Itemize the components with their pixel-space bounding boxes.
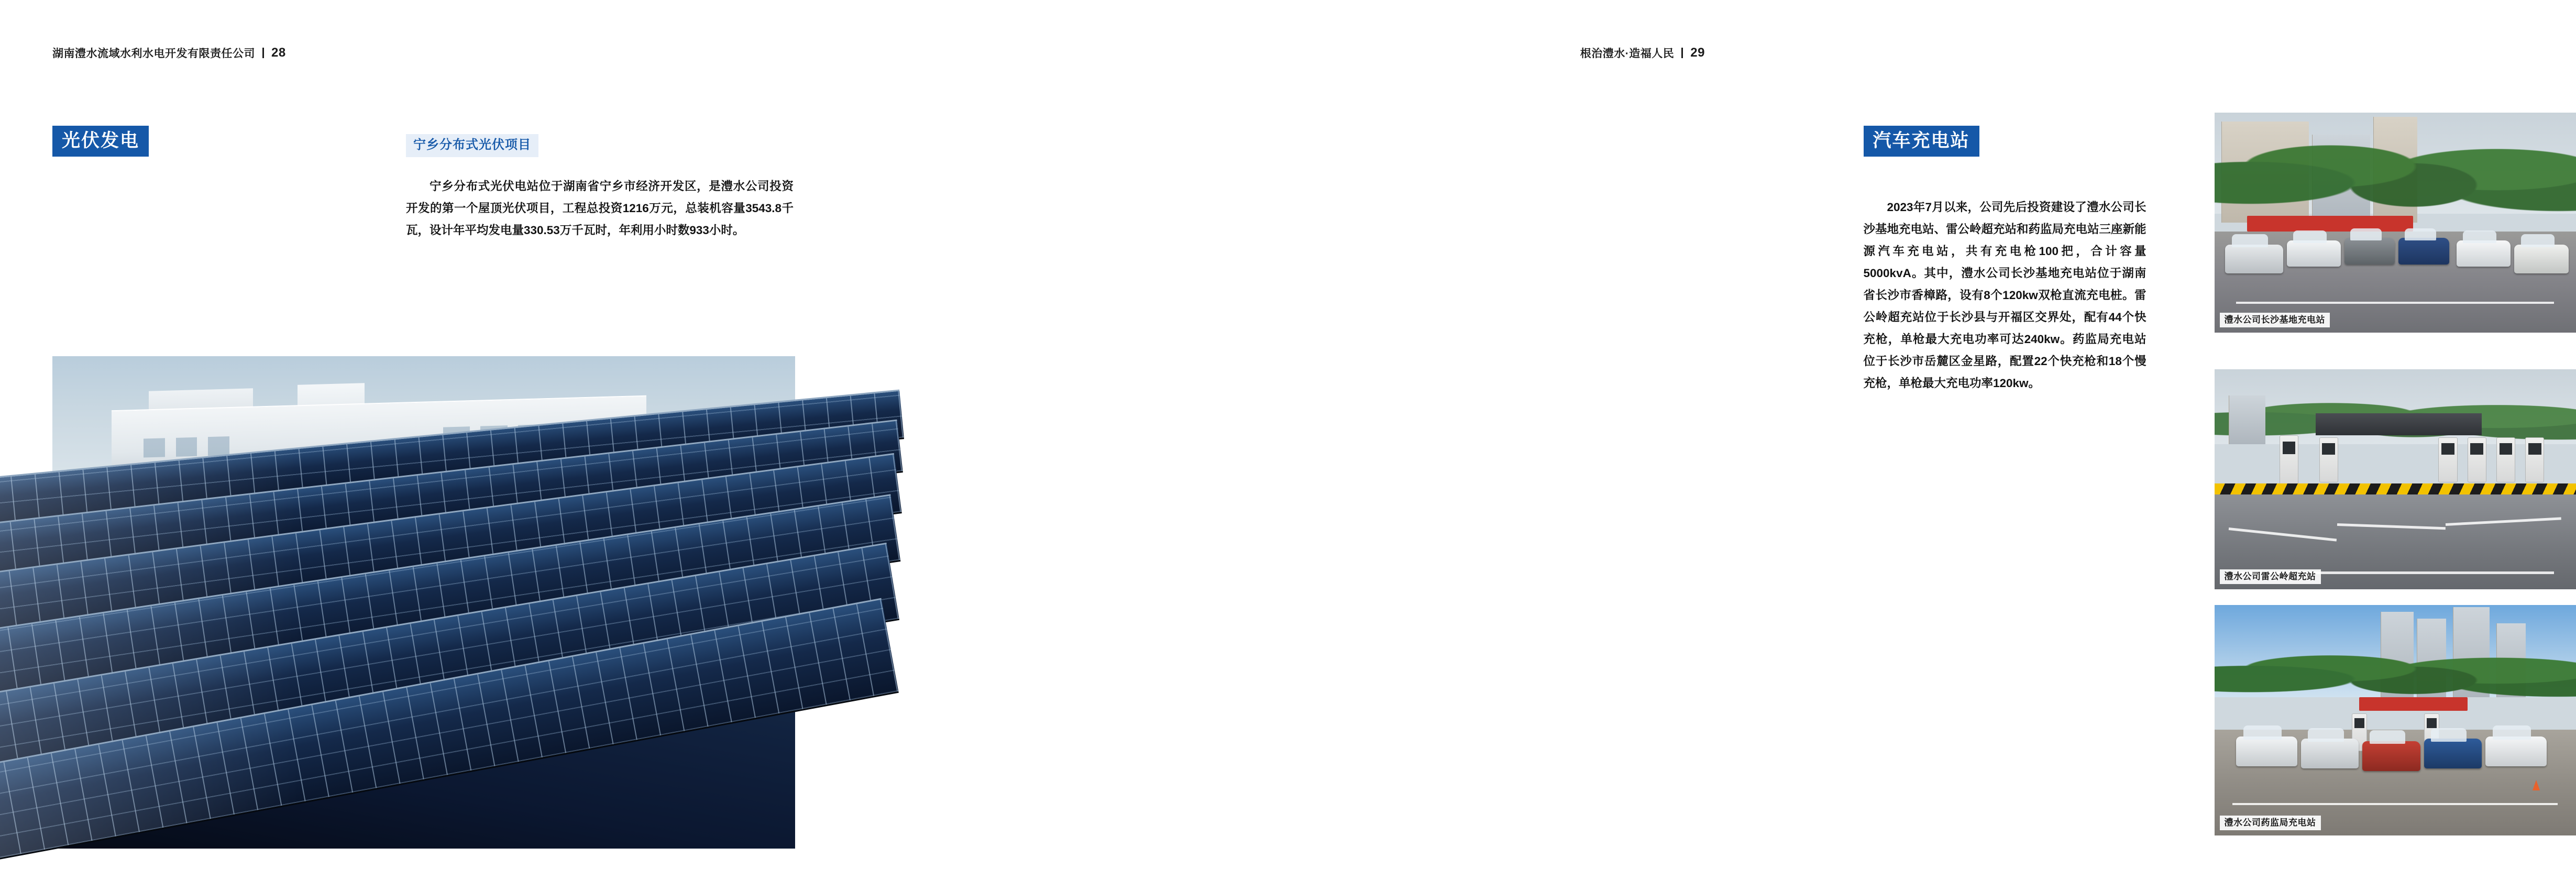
running-head-right-text: 根治澧水·造福人民	[1580, 48, 1675, 60]
body-text-photovoltaic: 宁乡分布式光伏电站位于湖南省宁乡市经济开发区，是澧水公司投资开发的第一个屋顶光伏项目，工程总投资1216万元，总装机容量3543.8千瓦，设计年平均发电量330.53万千瓦时，年利用小时数933小时。	[406, 180, 794, 237]
photo3-traffic-cone	[2533, 780, 2540, 790]
section-title-photovoltaic: 光伏发电	[52, 126, 149, 157]
photo-drug-administration-charging-station	[2215, 605, 2576, 835]
running-head-left-text: 湖南澧水流域水利水电开发有限责任公司	[52, 48, 255, 60]
photo2-charger-post-1	[2280, 435, 2299, 485]
photo-solar-panel-field	[52, 489, 795, 849]
photo3-caption: 澧水公司药监局充电站	[2220, 816, 2321, 830]
photo2-charger-post-6	[2525, 437, 2545, 482]
photo2-charger-post-5	[2496, 437, 2516, 482]
photo2-caption: 澧水公司雷公岭超充站	[2220, 569, 2321, 584]
photo3-red-banner	[2359, 697, 2468, 711]
running-head-left	[52, 45, 286, 61]
running-head-divider-right	[1681, 48, 1683, 58]
running-head-right	[1580, 45, 1705, 61]
section-title-ev-charging-station: 汽车充电站	[1864, 126, 1979, 157]
subsection-title-ningxiang-pv: 宁乡分布式光伏项目	[406, 134, 538, 157]
photo1-red-banner	[2247, 216, 2413, 231]
body-text-ev-charging: 2023年7月以来，公司先后投资建设了澧水公司长沙基地充电站、雷公岭超充站和药监局充电站三座新能源汽车充电站，共有充电枪100把，合计容量5000kvA。其中，澧水公司长沙基地充电站位于湖南省长沙市香樟路，设有8个120kw双枪直流充电桩。雷公岭超充站位于长沙县与开福区交界处，配有44个快充枪，单枪最大充电功率可达240kw。药监局充电站位于长沙市岳麓区金星路，配置22个快充枪和18个慢充枪，单枪最大充电功率120kw。	[1863, 201, 2146, 390]
photo2-charger-post-4	[2468, 437, 2487, 482]
photo2-charger-post-3	[2438, 437, 2458, 482]
photo-rooftop-solar-array	[52, 356, 795, 849]
photo1-caption: 澧水公司长沙基地充电站	[2220, 313, 2330, 327]
photo-changsha-base-charging-station	[2215, 113, 2576, 333]
photo2-hazard-stripe	[2215, 483, 2576, 494]
running-head-divider	[262, 48, 264, 58]
photo2-charger-post-2	[2319, 437, 2339, 482]
left-page	[0, 0, 879, 891]
photo2-canopy	[2316, 413, 2482, 435]
page-number-right: 29	[1690, 46, 1705, 60]
photo-leigongling-super-charging-station	[2215, 369, 2576, 589]
page-number-left: 28	[271, 46, 286, 60]
right-page	[879, 0, 2325, 891]
